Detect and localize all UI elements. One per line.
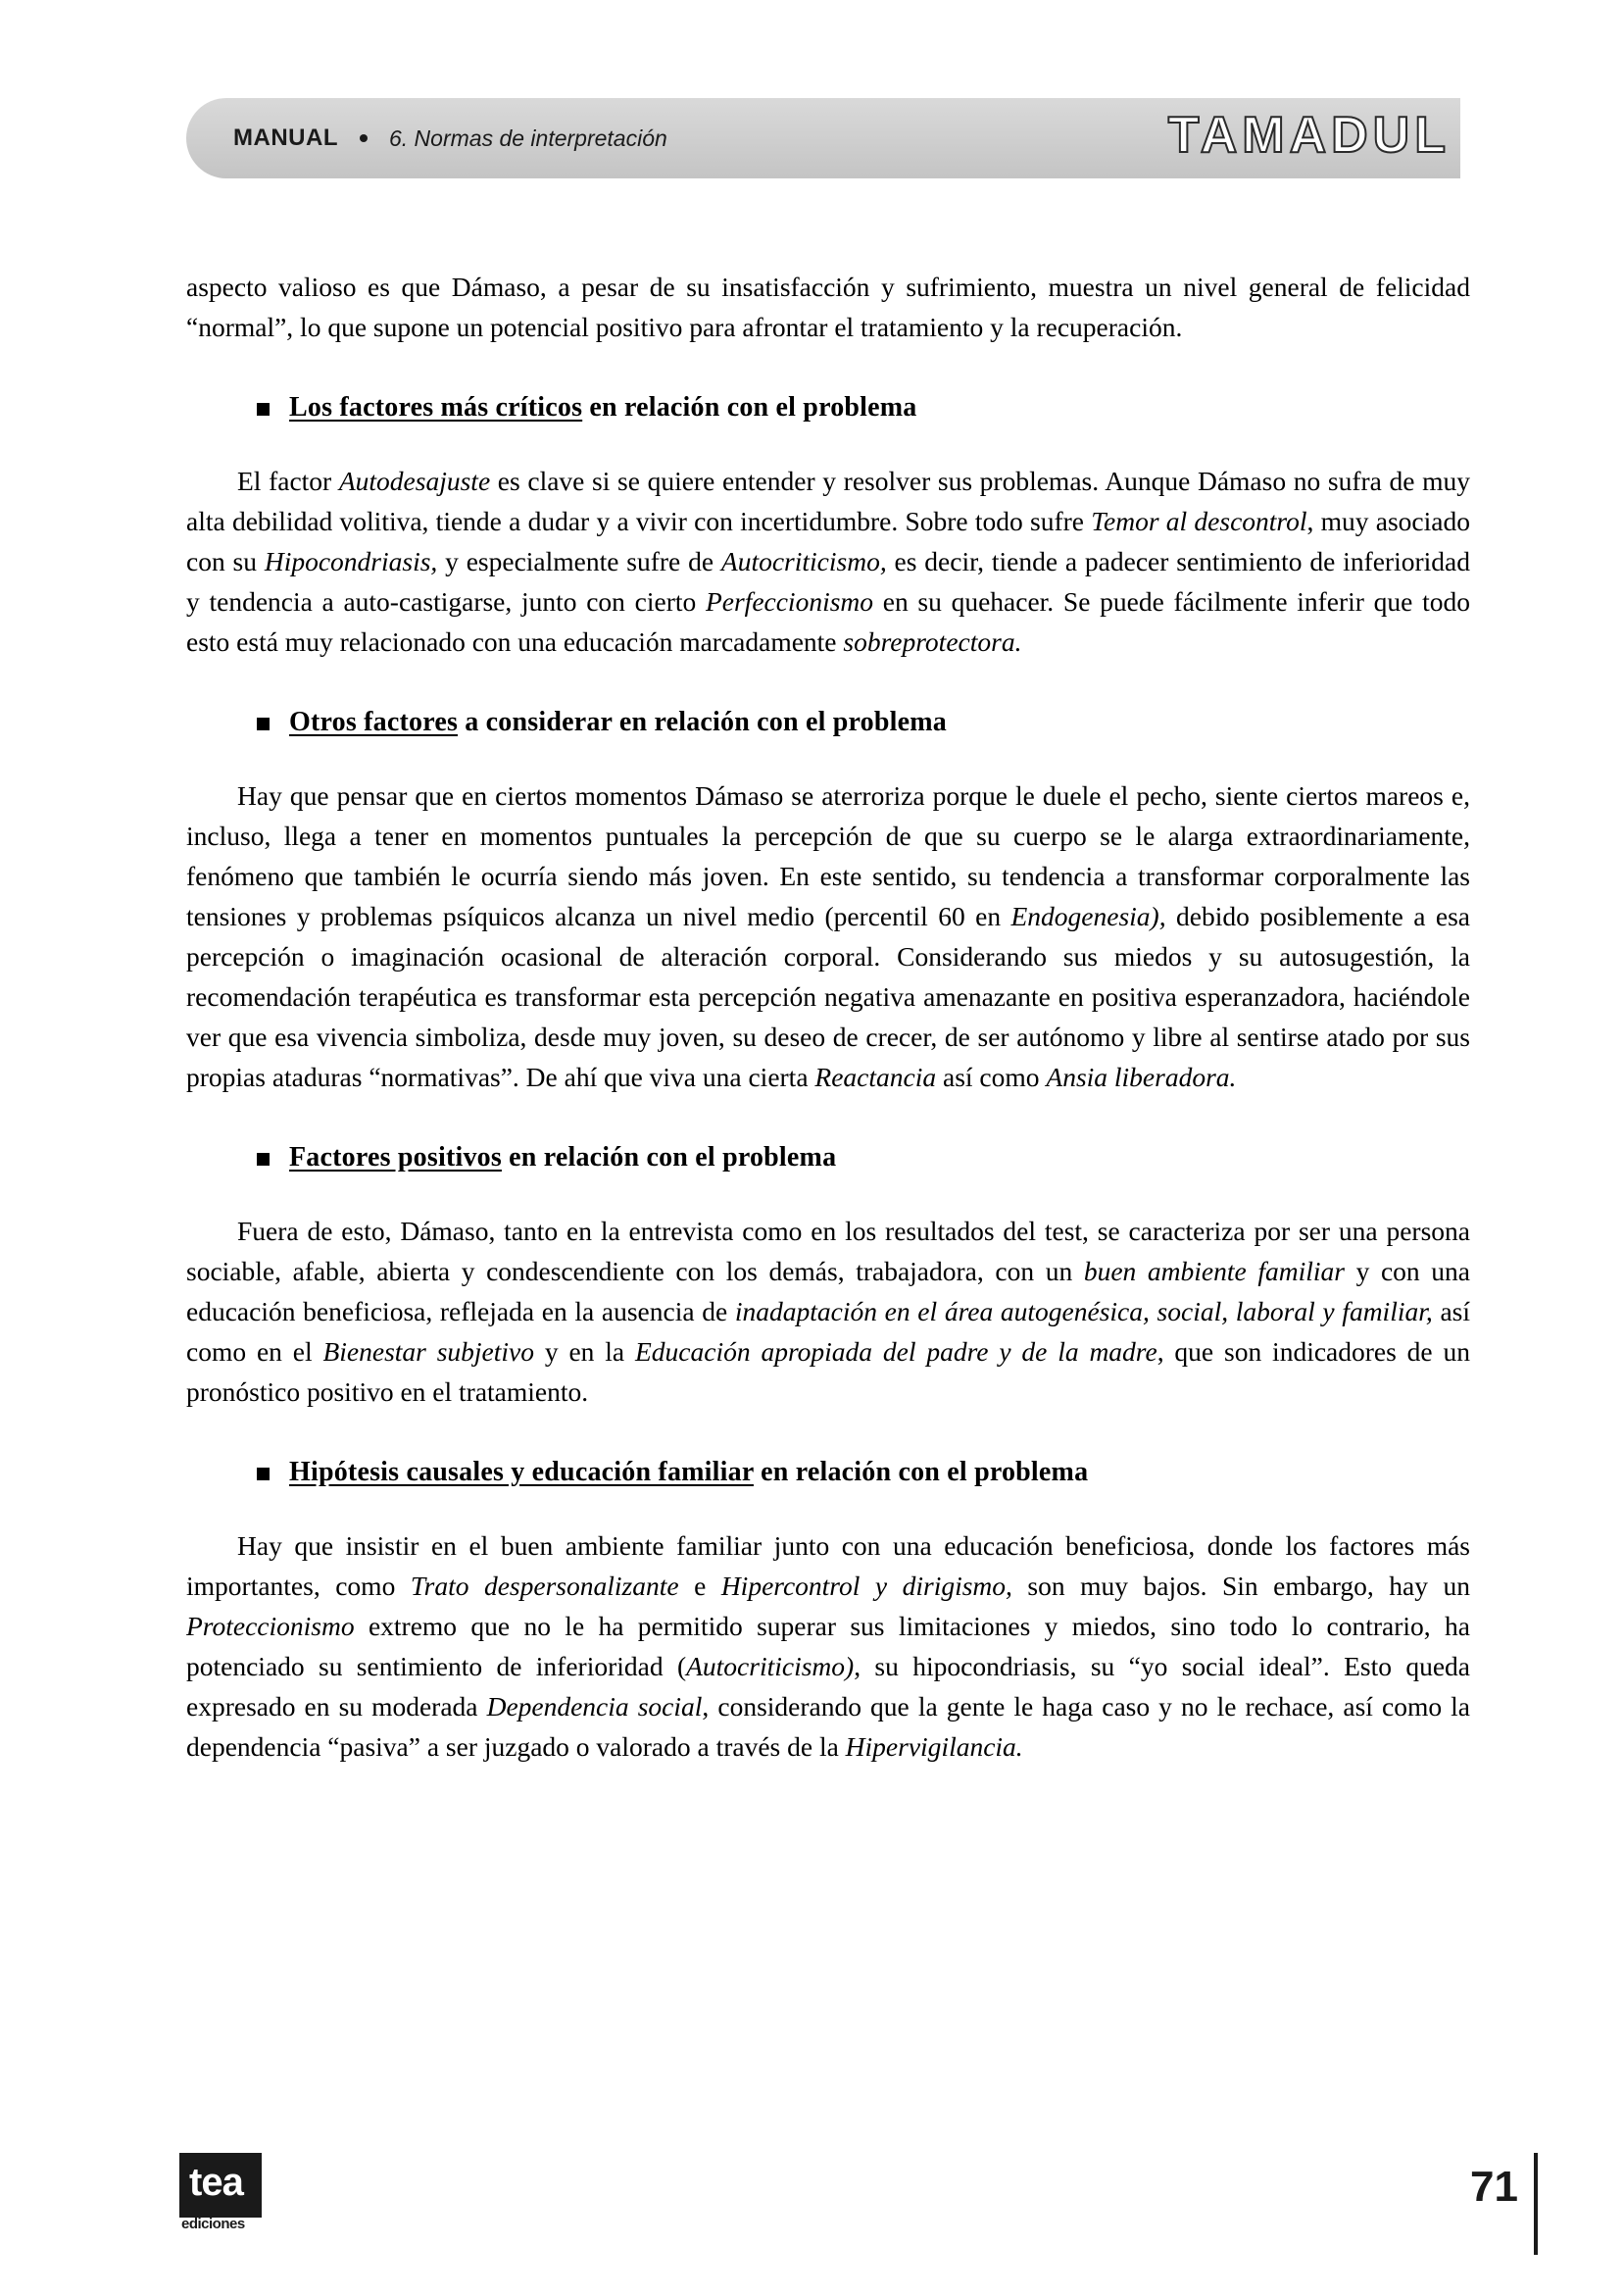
page-number-rule: [1534, 2153, 1538, 2255]
section-paragraph-2: Hay que pensar que en ciertos momentos Dámaso se aterroriza porque le duele el pecho, siente ciertos mareos e, incluso, llega a tener en momentos puntuales la percepción de que su cuerpo se le alarga extraordinariamente, fenómeno que también le ocurría siendo más joven. En este sentido, su tendencia a transformar corporalmente las tensiones y problemas psíquicos alcanza un nivel medio (percentil 60 en Endogenesia), debido posiblemente a esa percepción o imaginación ocasional de alteración corporal. Considerando sus miedos y su autosugestión, la recomendación terapéutica es transformar esta percepción negativa amenazante en positiva esperanzadora, haciéndole ver que esa vivencia simboliza, desde muy joven, su deseo de crecer, de ser autónomo y libre al sentirse atado por sus propias ataduras “normativas”. De ahí que viva una cierta Reactancia así como Ansia liberadora.: [186, 780, 1471, 1092]
section-heading-rest-3: en relación con el problema: [501, 1142, 837, 1173]
section-paragraph-4: Hay que insistir en el buen ambiente familiar junto con una educación beneficiosa, donde los factores más importantes, como Trato despersonalizante e Hipercontrol y dirigismo, son muy bajos. Sin embargo, hay un Proteccionismo extremo que no le ha permitido superar sus limitaciones y miedos, sino todo lo contrario, ha potenciado su sentimiento de inferioridad (Autocriticismo), su hipocondriasis, su “yo social ideal”. Esto queda expresado en su moderada Dependencia social, considerando que la gente le haga caso y no le rechace, así como la dependencia “pasiva” a ser juzgado o valorado a través de la Hipervigilancia.: [186, 1530, 1471, 1762]
section-heading-other-factors: [257, 703, 1470, 742]
header-section-label: 6. Normas de interpretación: [388, 125, 667, 151]
section-heading-underlined-4: Hipótesis causales y educación familiar: [289, 1457, 754, 1487]
section-heading-underlined-3: Factores positivos: [289, 1142, 502, 1173]
section-paragraph-1: El factor Autodesajuste es clave si se quiere entender y resolver sus problemas. Aunque Dámaso no sufra de muy alta debilidad volitiva, tiende a dudar y a vivir con incertidumbre. Sobre todo sufre Temor al descontrol, muy asociado con su Hipocondriasis, y especialmente sufre de Autocriticismo, es decir, tiende a padecer sentimiento de inferioridad y tendencia a auto-castigarse, junto con cierto Perfeccionismo en su quehacer. Se puede fácilmente inferir que todo esto está muy relacionado con una educación marcadamente sobreprotectora.: [186, 466, 1470, 657]
section-heading-critical-factors: [257, 388, 1470, 427]
bullet-square-icon: [257, 718, 270, 730]
page-content: [186, 267, 1470, 1767]
bullet-square-icon: [257, 403, 270, 416]
intro-paragraph: aspecto valioso es que Dámaso, a pesar de su insatisfacción y sufrimiento, muestra un nivel general de felicidad “normal”, lo que supone un potencial positivo para afrontar el tratamiento y la recuperación.: [186, 272, 1470, 342]
header-inner: [233, 98, 667, 178]
section-heading-underlined-1: Los factores más críticos: [289, 392, 583, 423]
brand-logo-tamadul: TAMADUL: [1167, 107, 1451, 164]
bullet-square-icon: [257, 1468, 270, 1480]
page-number: 71: [1470, 2163, 1518, 2211]
section-heading-rest-2: a considerar en relación con el problema: [458, 707, 947, 737]
section-paragraph-3: Fuera de esto, Dámaso, tanto en la entrevista como en los resultados del test, se caracteriza por ser una persona sociable, afable, abierta y condescendiente con los demás, trabajadora, con un buen ambiente familiar y con una educación beneficiosa, reflejada en la ausencia de inadaptación en el área autogenésica, social, laboral y familiar, así como en el Bienestar subjetivo y en la Educación apropiada del padre y de la madre, que son indicadores de un pronóstico positivo en el tratamiento.: [186, 1216, 1470, 1407]
page-header: [186, 98, 1460, 178]
section-heading-underlined-2: Otros factores: [289, 707, 459, 737]
bullet-dot-icon: [360, 134, 368, 142]
page-footer: [0, 2153, 1624, 2271]
section-heading-causal-hypotheses: [257, 1453, 1470, 1492]
bullet-square-icon: [257, 1153, 270, 1166]
publisher-logo: [179, 2153, 273, 2247]
section-heading-rest-1: en relación con el problema: [582, 392, 917, 423]
section-heading-rest-4: en relación con el problema: [753, 1457, 1089, 1487]
logo-text: tea: [189, 2161, 243, 2204]
logo-subtext: ediciones: [181, 2216, 245, 2232]
section-heading-positive-factors: [257, 1138, 1470, 1177]
header-manual-label: MANUAL: [233, 125, 338, 151]
